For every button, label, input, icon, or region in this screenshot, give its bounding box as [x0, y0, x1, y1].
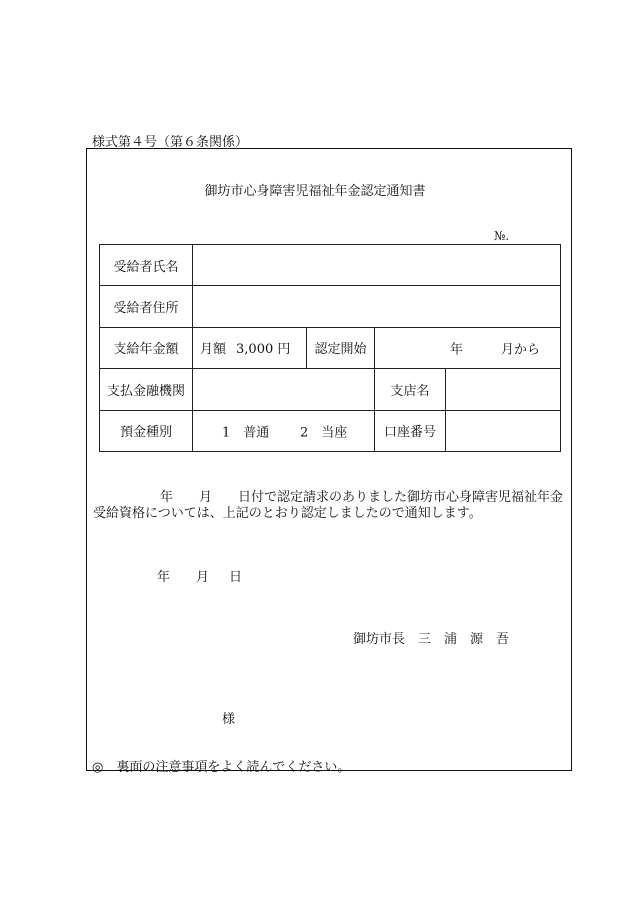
branch-field[interactable] [446, 369, 561, 410]
recipient-name-field[interactable] [193, 245, 561, 286]
deposit-option-ordinary[interactable]: 1 普通 [222, 425, 270, 441]
start-month-label: 月から [501, 342, 541, 358]
notice-table [99, 244, 561, 452]
body-month: 月 [199, 490, 213, 505]
pension-amount-label: 支給年金額 [100, 327, 193, 368]
certification-start-field[interactable] [375, 327, 561, 368]
deposit-type-options [193, 410, 375, 451]
document-title: 御坊市心身障害児福祉年金認定通知書 [204, 184, 426, 199]
table-row [100, 327, 561, 368]
number-label: №. [494, 229, 510, 243]
form-number-label: 様式第４号（第６条関係） [92, 135, 249, 150]
note-text: ◎ 裏面の注意事項をよく読んでください。 [92, 760, 351, 775]
recipient-address-label: 受給者住所 [100, 286, 193, 327]
deposit-type-label: 預金種別 [100, 410, 193, 451]
table-row [100, 245, 561, 286]
account-number-label: 口座番号 [375, 410, 446, 451]
recipient-name-label: 受給者氏名 [100, 245, 193, 286]
monthly-amount-label: 月額 [200, 342, 227, 358]
body-year: 年 [160, 490, 174, 505]
date-day: 日 [229, 570, 243, 585]
certification-start-label: 認定開始 [307, 327, 375, 368]
table-row [100, 410, 561, 451]
financial-institution-label: 支払金融機関 [100, 369, 193, 410]
table-row [100, 286, 561, 327]
deposit-option-current[interactable]: 2 当座 [300, 425, 348, 441]
issue-date [157, 566, 242, 585]
body-text-1: 日付で認定請求のありました御坊市心身障害児福祉年金 [238, 490, 564, 505]
mayor-signature: 御坊市長 三 浦 源 吾 [353, 632, 510, 647]
account-number-field[interactable] [446, 410, 561, 451]
table-row [100, 369, 561, 410]
start-year-label: 年 [450, 342, 464, 358]
branch-label: 支店名 [375, 369, 446, 410]
monthly-amount-value: 3,000 円 [236, 342, 291, 358]
recipient-honorific: 様 [222, 712, 236, 727]
recipient-address-field[interactable] [193, 286, 561, 327]
date-month: 月 [196, 570, 210, 585]
body-line-2: 受給資格については、上記のとおり認定しましたので通知します。 [93, 506, 482, 521]
date-year: 年 [157, 570, 171, 585]
financial-institution-field[interactable] [193, 369, 375, 410]
monthly-amount-cell [193, 327, 307, 368]
